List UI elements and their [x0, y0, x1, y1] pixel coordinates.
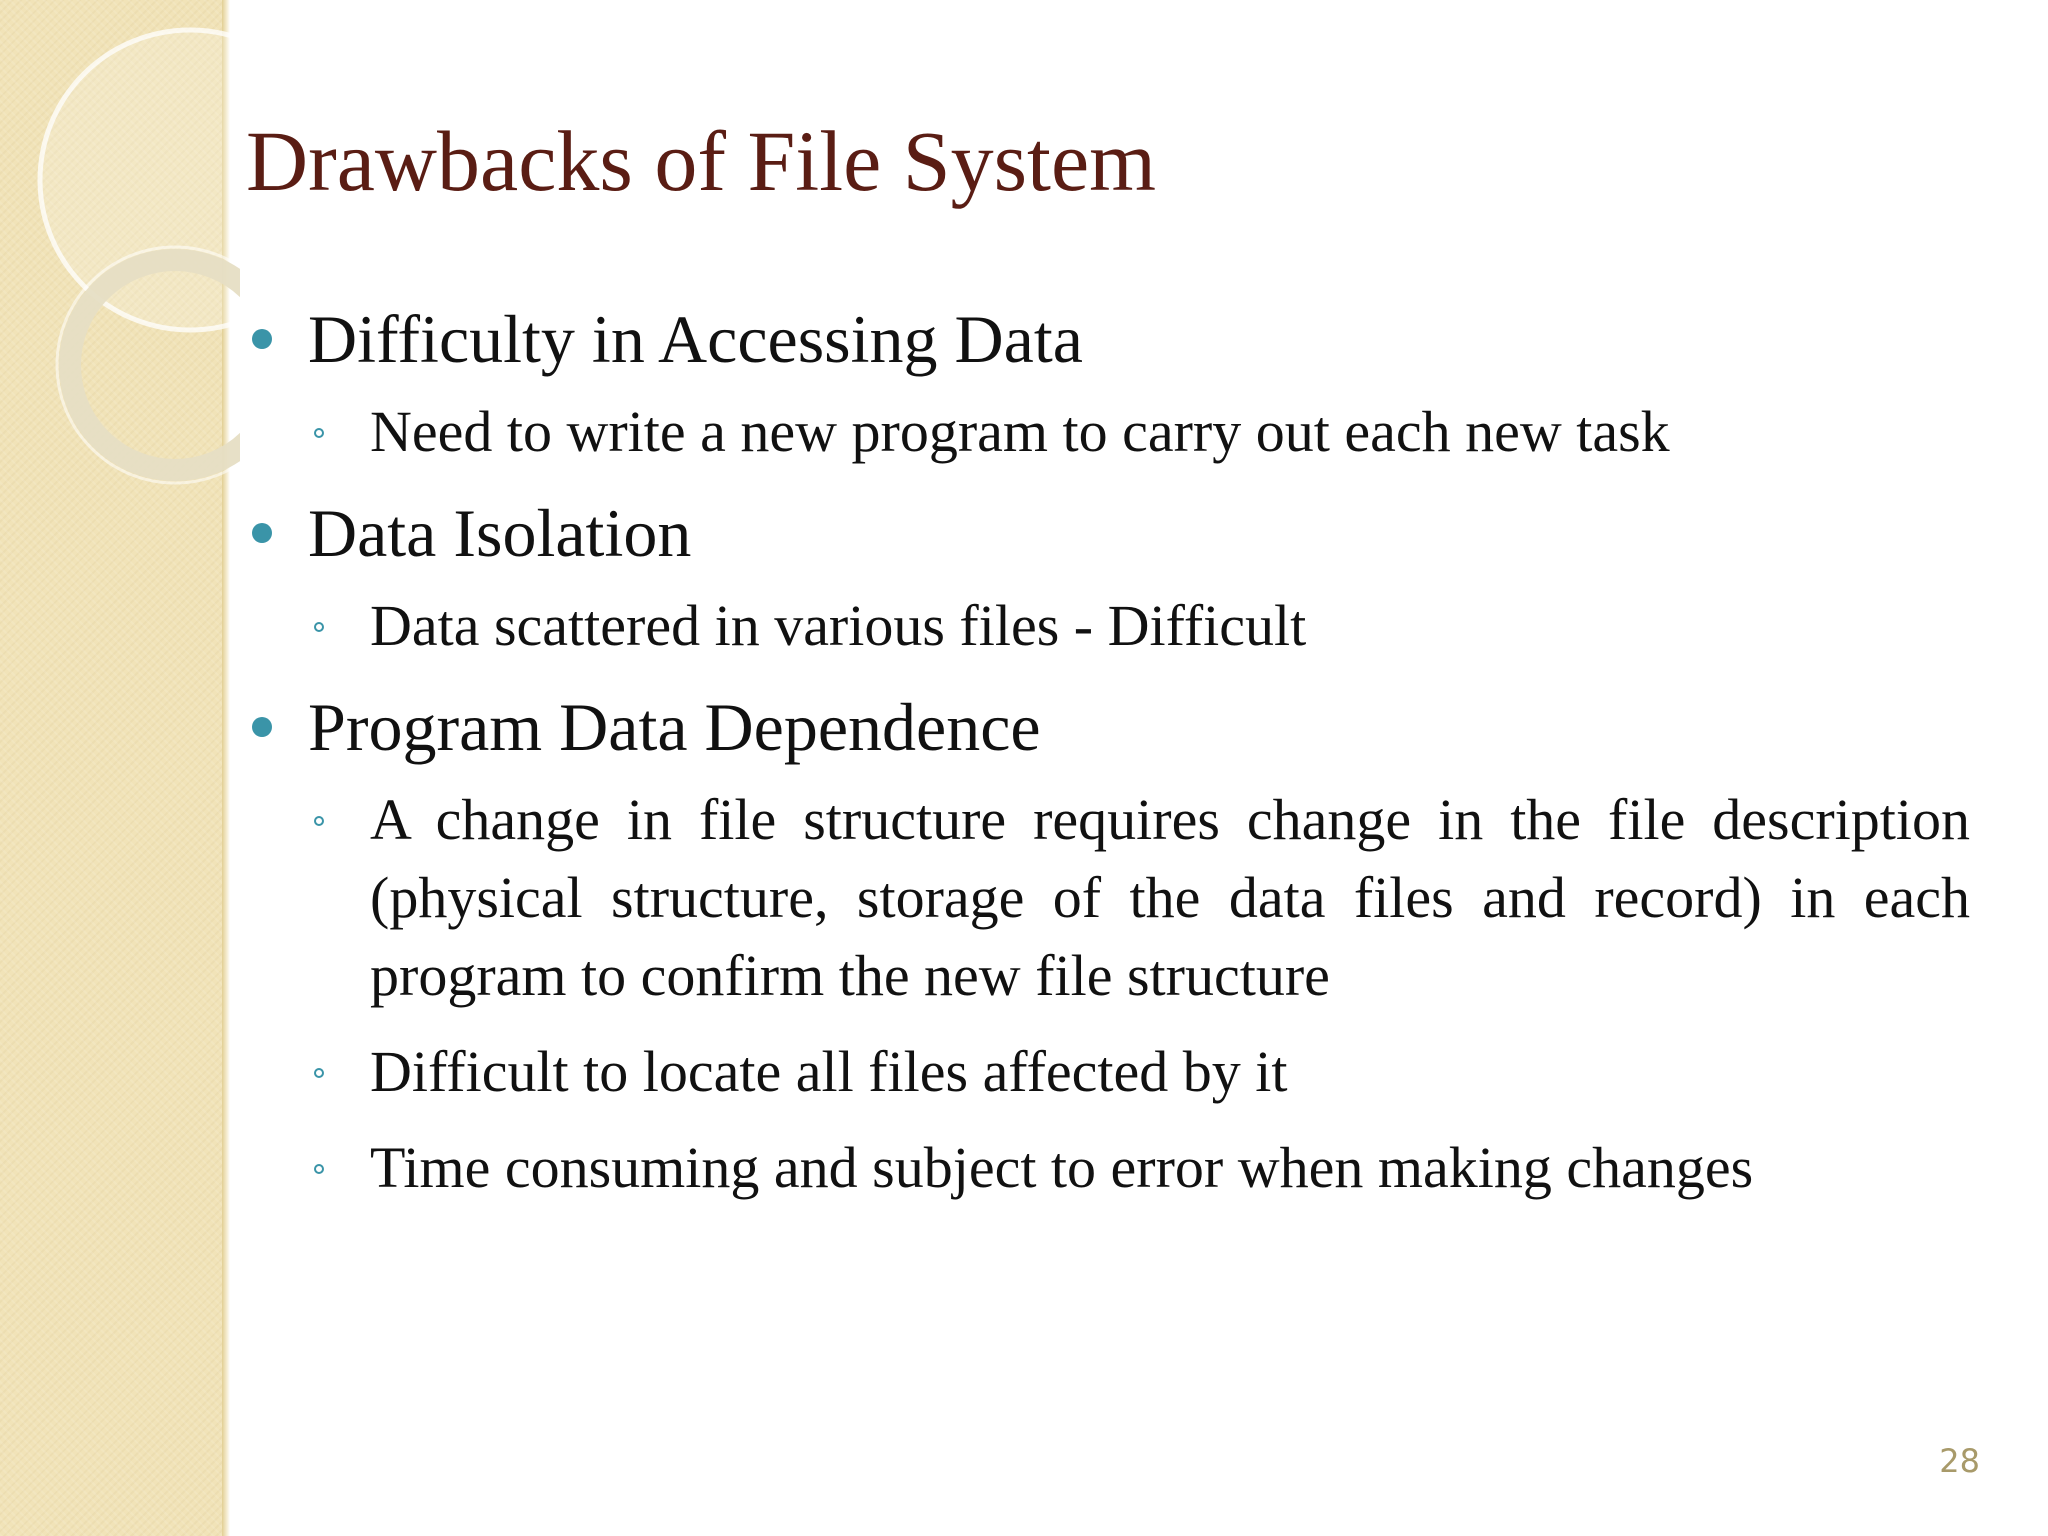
- bullet-dot-icon: [252, 523, 272, 543]
- bullet-text: Program Data Dependence: [308, 689, 1041, 765]
- bullet-item: [246, 295, 1946, 383]
- sub-bullet-text: Time consuming and subject to error when making changes: [370, 1135, 1754, 1200]
- sub-bullet-item: [308, 781, 1970, 1015]
- sub-bullet-item: [308, 393, 1946, 471]
- bullet-text: Difficulty in Accessing Data: [308, 301, 1083, 377]
- bullet-dot-icon: [252, 329, 272, 349]
- sub-bullet-circle-icon: [314, 816, 324, 826]
- bullet-list: [246, 295, 1970, 1225]
- sub-bullet-circle-icon: [314, 1068, 324, 1078]
- sub-bullet-circle-icon: [314, 1164, 324, 1174]
- bullet-item: [246, 489, 1946, 577]
- sub-bullet-circle-icon: [314, 622, 324, 632]
- sub-bullet-circle-icon: [314, 428, 324, 438]
- sub-bullet-text: Difficult to locate all files affected by it: [370, 1039, 1288, 1104]
- decorative-rings-graphic: [0, 0, 240, 520]
- sub-bullet-text: Data scattered in various files - Difficult: [370, 593, 1307, 658]
- sub-bullet-text: Need to write a new program to carry out each new task: [370, 399, 1670, 464]
- sub-bullet-item: [308, 587, 1946, 665]
- bullet-dot-icon: [252, 717, 272, 737]
- page-number: 28: [1939, 1442, 1980, 1480]
- sub-bullet-item: [308, 1033, 1946, 1111]
- sub-bullet-item: [308, 1129, 1946, 1207]
- slide-title: Drawbacks of File System: [246, 113, 1157, 209]
- sub-bullet-text: A change in file structure requires change in the file description (physical structure, storage of the data files and record) in each program to confirm the new file structure: [370, 787, 1970, 1008]
- bullet-text: Data Isolation: [308, 495, 692, 571]
- bullet-item: [246, 683, 1946, 771]
